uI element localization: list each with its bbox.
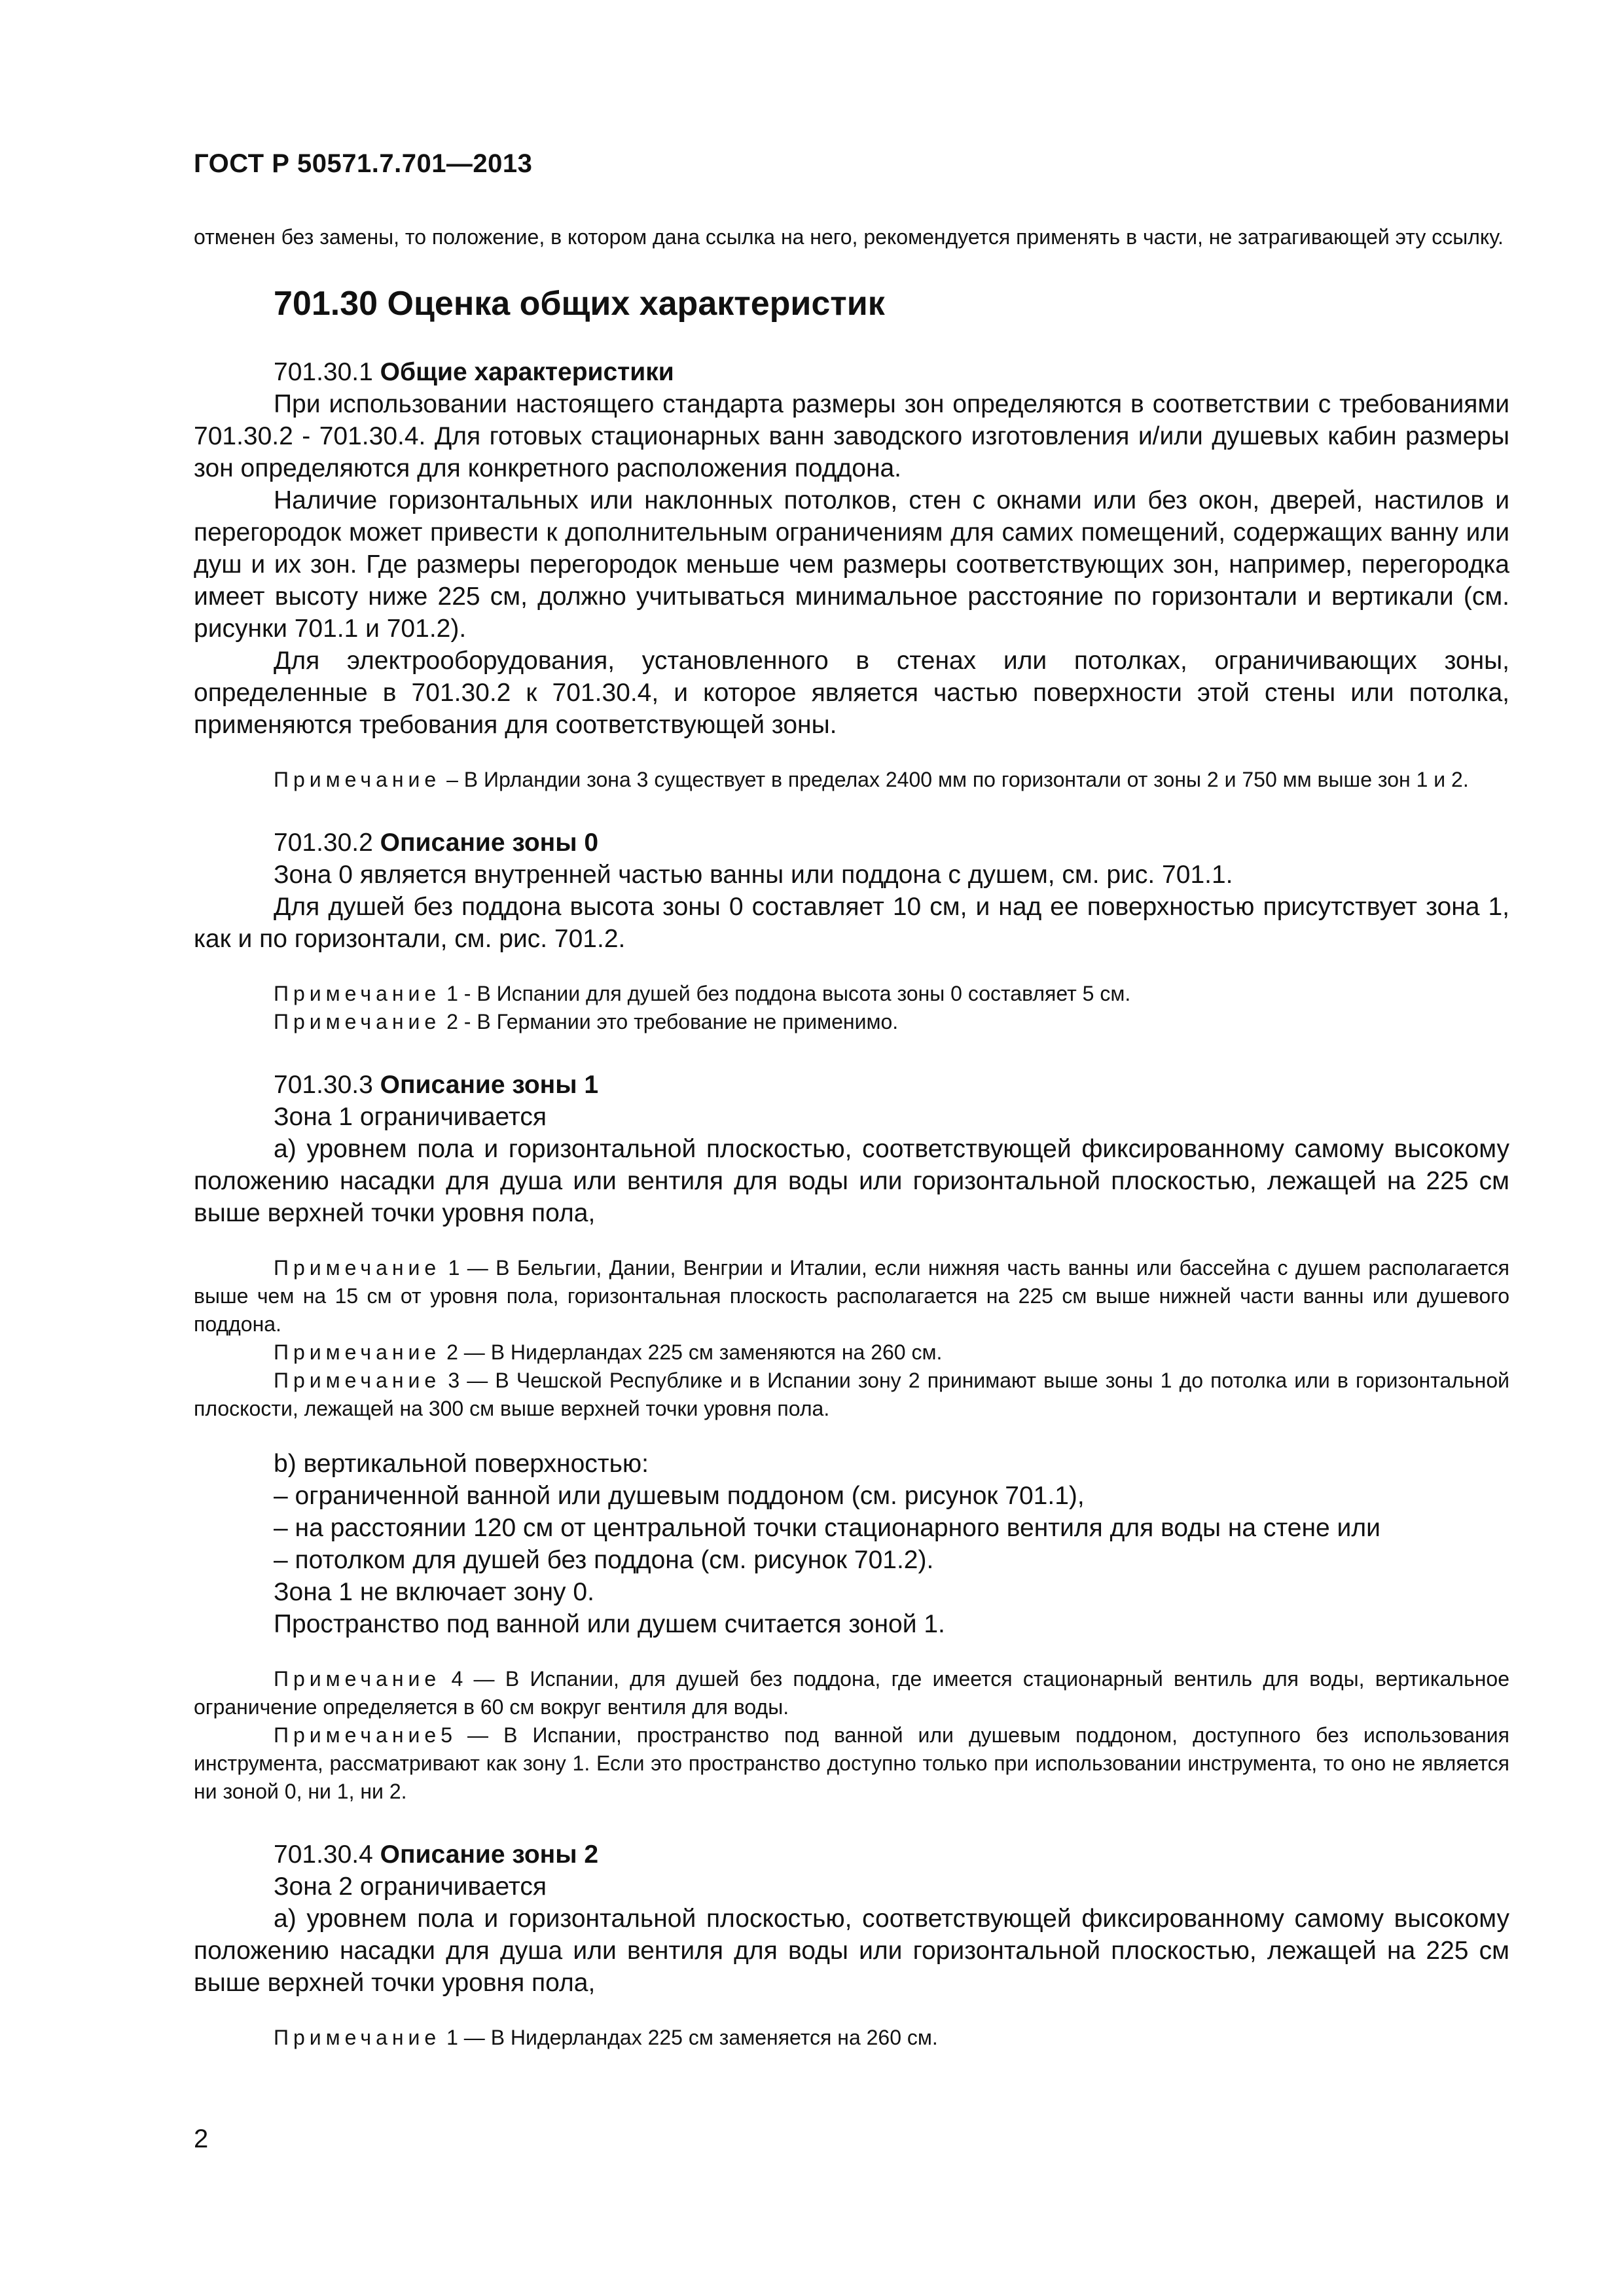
intro-text: отменен без замены, то положение, в котором дана ссылка на него, рекомендуется применять в части, не затрагивающей эту ссылку.	[194, 225, 1504, 249]
note-label: Примечание	[274, 1667, 441, 1691]
note	[194, 1254, 1509, 1338]
note-label: Примечание	[274, 982, 441, 1005]
page-number: 2	[194, 2125, 209, 2153]
subsection-title: Описание зоны 0	[380, 829, 599, 857]
note-text: 3 — В Чешской Республике и в Испании зону 2 принимают выше зоны 1 до потолка или в горизонтальной плоскости, лежащей на 300 см выше верхней точки уровня пола.	[194, 1369, 1509, 1420]
note-label: Примечание	[274, 1723, 441, 1747]
paragraph: a) уровнем пола и горизонтальной плоскостью, соответствующей фиксированному самому высокому положению насадки для душа или вентиля для воды или горизонтальной плоскостью, лежащей на 225 см выше верхней точки уровня пола,	[194, 1905, 1509, 1997]
paragraph: Зона 1 не включает зону 0.	[274, 1578, 594, 1606]
zone1-vertical-block	[194, 1448, 1509, 1640]
note-label: Примечание	[274, 1340, 441, 1364]
list-item: – на расстоянии 120 см от центральной точки стационарного вентиля для воды на стене или	[274, 1514, 1380, 1542]
paragraph: Зона 2 ограничивается	[274, 1873, 547, 1901]
paragraph: Зона 0 является внутренней частью ванны или поддона с душем, см. рис. 701.1.	[274, 861, 1233, 889]
note	[194, 1665, 1509, 1721]
subsection-number: 701.30.4	[274, 1840, 373, 1869]
subsection-title: Общие характеристики	[380, 358, 674, 386]
paragraph: b) вертикальной поверхностью:	[274, 1450, 649, 1478]
notes-block	[194, 980, 1509, 1036]
note-text: 2 — В Нидерландах 225 см заменяются на 260 см.	[441, 1340, 943, 1364]
subsection-title: Описание зоны 1	[380, 1071, 599, 1099]
document-page	[194, 149, 1509, 2231]
paragraph: Пространство под ванной или душем считается зоной 1.	[274, 1610, 945, 1638]
note-text: 1 — В Нидерландах 225 см заменяется на 260 см.	[441, 2026, 938, 2049]
note-text: 4 — В Испании, для душей без поддона, где имеется стационарный вентиль для воды, вертикальное ограничение определяется в 60 см вокруг вентиля для воды.	[194, 1667, 1509, 1719]
subsection-701-30-3	[194, 1069, 1509, 1229]
subsection-number: 701.30.1	[274, 358, 373, 386]
note-text: 1 - В Испании для душей без поддона высота зоны 0 составляет 5 см.	[441, 982, 1131, 1005]
note	[194, 1338, 1509, 1367]
notes-block	[194, 1665, 1509, 1806]
note-text: 2 - В Германии это требование не применимо.	[441, 1010, 899, 1033]
list-item: – ограниченной ванной или душевым поддоном (см. рисунок 701.1),	[274, 1482, 1085, 1510]
paragraph: a) уровнем пола и горизонтальной плоскостью, соответствующей фиксированному самому высокому положению насадки для душа или вентиля для воды или горизонтальной плоскостью, лежащей на 225 см выше верхней точки уровня пола,	[194, 1135, 1509, 1227]
note-label: Примечание	[274, 2026, 441, 2049]
note-label: Примечание	[274, 1369, 441, 1392]
note-label: Примечание	[274, 1256, 441, 1280]
subsection-number: 701.30.3	[274, 1071, 373, 1099]
subsection-number: 701.30.2	[274, 829, 373, 857]
note	[194, 1008, 1509, 1036]
note-text: – В Ирландии зона 3 существует в пределах 2400 мм по горизонтали от зоны 2 и 750 мм выше зон 1 и 2.	[441, 768, 1469, 791]
subsection-701-30-1	[194, 356, 1509, 741]
section-title: 701.30 Оценка общих характеристик	[274, 285, 885, 323]
note-label: Примечание	[274, 1010, 441, 1033]
paragraph: При использовании настоящего стандарта размеры зон определяются в соответствии с требованиями 701.30.2 - 701.30.4. Для готовых стационарных ванн заводского изготовления и/или душевых кабин размеры зон определяются для конкретного расположения поддона.	[194, 390, 1509, 482]
note-text: 1 — В Бельгии, Дании, Венгрии и Италии, если нижняя часть ванны или бассейна с душем располагается выше чем на 15 см от уровня пола, горизонтальная плоскость располагается на 225 см выше нижней части ванны или душевого поддона.	[194, 1256, 1509, 1336]
paragraph: Зона 1 ограничивается	[274, 1103, 547, 1131]
note	[194, 766, 1509, 794]
note	[194, 1367, 1509, 1423]
note	[194, 2024, 1509, 2052]
subsection-701-30-4	[194, 1839, 1509, 1999]
subsection-title: Описание зоны 2	[380, 1840, 599, 1869]
paragraph: Наличие горизонтальных или наклонных потолков, стен с окнами или без окон, дверей, настилов и перегородок может привести к дополнительным ограничениям для самих помещений, содержащих ванну или душ и их зон. Где размеры перегородок меньше чем размеры соответствующих зон, например, перегородка имеет высоту ниже 225 см, должно учитываться минимальное расстояние по горизонтали и вертикали (см. рисунки 701.1 и 701.2).	[194, 486, 1509, 643]
paragraph: Для душей без поддона высота зоны 0 составляет 10 см, и над ее поверхностью присутствует зона 1, как и по горизонтали, см. рис. 701.2.	[194, 893, 1509, 953]
list-item: – потолком для душей без поддона (см. рисунок 701.2).	[274, 1546, 934, 1574]
notes-block	[194, 1254, 1509, 1423]
subsection-701-30-2	[194, 827, 1509, 955]
note-text: 5 — В Испании, пространство под ванной или душевым поддоном, доступного без использования инструмента, рассматривают как зону 1. Если это пространство доступно только при использовании инструмента, то оно не является ни зоной 0, ни 1, ни 2.	[194, 1723, 1509, 1803]
note	[194, 1721, 1509, 1806]
note	[194, 980, 1509, 1008]
paragraph: Для электрооборудования, установленного в стенах или потолках, ограничивающих зоны, определенные в 701.30.2 к 701.30.4, и которое является частью поверхности этой стены или потолка, применяются требования для соответствующей зоны.	[194, 647, 1509, 739]
note-label: Примечание	[274, 768, 441, 791]
document-header: ГОСТ Р 50571.7.701—2013	[194, 149, 533, 178]
